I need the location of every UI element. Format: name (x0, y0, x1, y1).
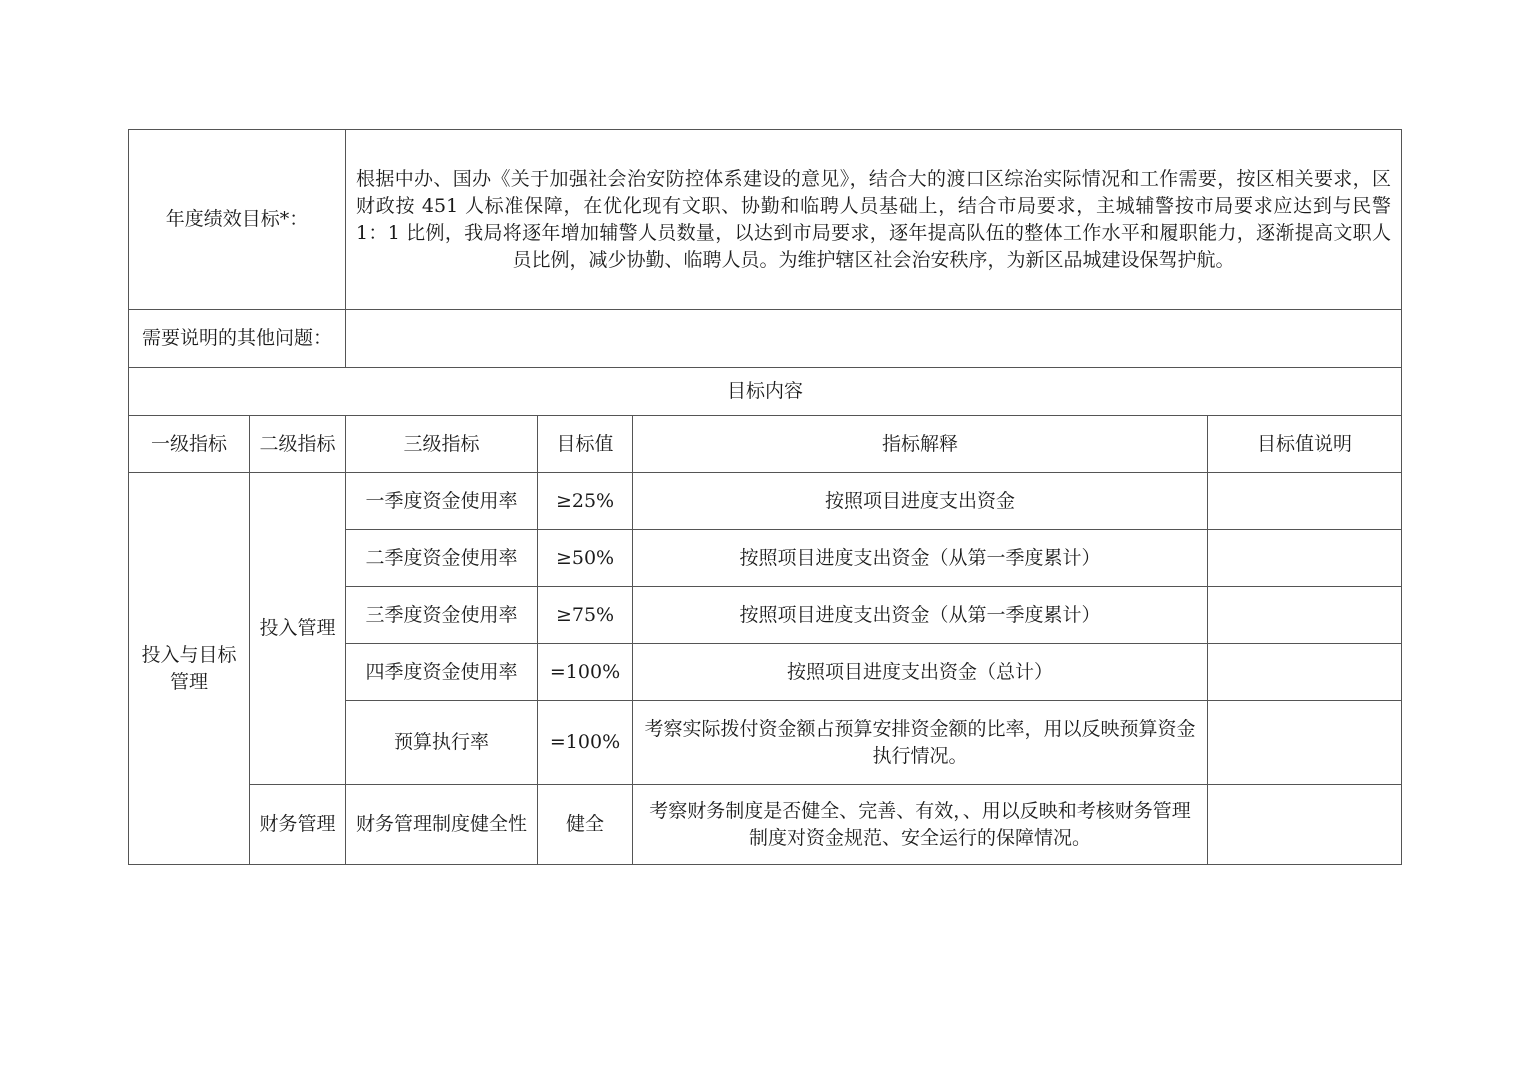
target-note-cell (1208, 785, 1402, 865)
other-issues-value (346, 310, 1402, 368)
level2-cell: 投入管理 (250, 473, 346, 785)
target-value-cell: ≥75% (538, 587, 633, 644)
target-value-cell: ≥25% (538, 473, 633, 530)
explanation-cell: 按照项目进度支出资金（从第一季度累计） (633, 587, 1208, 644)
header-row (129, 416, 1402, 473)
header-target-note: 目标值说明 (1208, 416, 1402, 473)
annual-goal-row (129, 130, 1402, 310)
target-note-cell (1208, 587, 1402, 644)
header-level2: 二级指标 (250, 416, 346, 473)
level3-cell: 二季度资金使用率 (346, 530, 538, 587)
target-note-cell (1208, 644, 1402, 701)
target-note-cell (1208, 701, 1402, 785)
header-target: 目标值 (538, 416, 633, 473)
target-value-cell: =100% (538, 644, 633, 701)
annual-goal-label: 年度绩效目标*： (129, 130, 346, 310)
header-explanation: 指标解释 (633, 416, 1208, 473)
section-title: 目标内容 (129, 368, 1402, 416)
explanation-cell: 按照项目进度支出资金（从第一季度累计） (633, 530, 1208, 587)
level3-cell: 四季度资金使用率 (346, 644, 538, 701)
target-value-cell: 健全 (538, 785, 633, 865)
header-level1: 一级指标 (129, 416, 250, 473)
level1-cell: 投入与目标管理 (129, 473, 250, 865)
performance-goal-table (128, 129, 1402, 865)
other-issues-label: 需要说明的其他问题： (129, 310, 346, 368)
header-level3: 三级指标 (346, 416, 538, 473)
other-issues-row (129, 310, 1402, 368)
target-value-cell: ≥50% (538, 530, 633, 587)
section-title-row (129, 368, 1402, 416)
annual-goal-text: 根据中办、国办《关于加强社会治安防控体系建设的意见》，结合大的渡口区综治实际情况和工作需要，按区相关要求，区财政按 451 人标准保障，在优化现有文职、协勤和临聘人员基础上，结合市局要求，主城辅警按市局要求应达到与民警 1：1 比例，我局将逐年增加辅警人员数量，以达到市局要求，逐年提高队伍的整体工作水平和履职能力，逐渐提高文职人员比例，减少协勤、临聘人员。为维护辖区社会治安秩序，为新区品城建设保驾护航。 (346, 130, 1402, 310)
explanation-cell: 按照项目进度支出资金 (633, 473, 1208, 530)
target-note-cell (1208, 473, 1402, 530)
level2-cell: 财务管理 (250, 785, 346, 865)
table-row (129, 473, 1402, 530)
explanation-cell: 按照项目进度支出资金（总计） (633, 644, 1208, 701)
explanation-cell: 考察实际拨付资金额占预算安排资金额的比率，用以反映预算资金执行情况。 (633, 701, 1208, 785)
level3-cell: 一季度资金使用率 (346, 473, 538, 530)
target-note-cell (1208, 530, 1402, 587)
explanation-cell: 考察财务制度是否健全、完善、有效，、用以反映和考核财务管理制度对资金规范、安全运行的保障情况。 (633, 785, 1208, 865)
target-value-cell: =100% (538, 701, 633, 785)
level3-cell: 财务管理制度健全性 (346, 785, 538, 865)
table-row (129, 785, 1402, 865)
level3-cell: 预算执行率 (346, 701, 538, 785)
level3-cell: 三季度资金使用率 (346, 587, 538, 644)
